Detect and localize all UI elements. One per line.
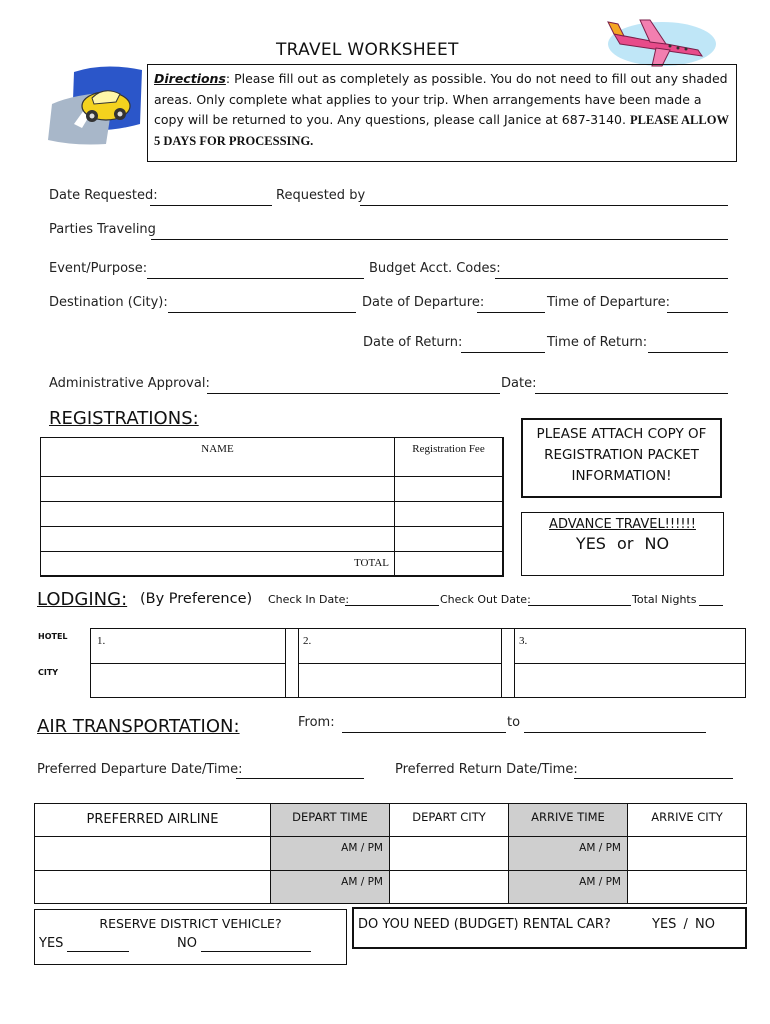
hotel-option-3[interactable]: 3. [514,628,746,664]
registration-name-row-3[interactable] [40,526,395,552]
date-requested-label: Date Requested: [49,188,158,203]
date-requested-field[interactable] [150,205,272,206]
arrive-time-row-1[interactable]: AM / PM [508,836,628,871]
reserve-vehicle-yes-field[interactable] [67,951,129,952]
registration-total-label: TOTAL [354,557,389,569]
depart-time-header: DEPART TIME [270,803,390,837]
airplane-clipart-icon [600,16,718,68]
date-departure-label: Date of Departure: [362,295,485,310]
air-heading: AIR TRANSPORTATION: [37,716,240,737]
advance-travel-box [521,512,724,576]
pref-return-field[interactable] [574,778,733,779]
reserve-vehicle-no-field[interactable] [201,951,311,952]
directions-label: Directions [154,71,226,86]
air-to-field[interactable] [524,732,706,733]
airline-row-2[interactable] [34,870,271,904]
approval-date-field[interactable] [535,393,728,394]
time-departure-field[interactable] [667,312,728,313]
depart-time-row-1[interactable]: AM / PM [270,836,390,871]
check-out-label: Check Out Date: [440,593,531,606]
event-purpose-field[interactable] [147,278,364,279]
total-nights-field[interactable] [699,605,723,606]
requested-by-label: Requested by [276,188,366,203]
pref-depart-label: Preferred Departure Date/Time: [37,762,243,777]
budget-codes-field[interactable] [495,278,728,279]
date-departure-field[interactable] [477,312,545,313]
car-clipart-icon [44,64,148,146]
registration-fee-row-2[interactable] [394,501,503,527]
arrive-city-header: ARRIVE CITY [627,803,747,837]
date-return-field[interactable] [461,352,545,353]
registration-fee-row-1[interactable] [394,476,503,502]
hotel-option-2[interactable]: 2. [298,628,502,664]
registration-name-row-2[interactable] [40,501,395,527]
time-return-field[interactable] [648,352,728,353]
air-from-label: From: [298,715,335,730]
reserve-vehicle-no-label: NO [177,936,197,951]
city-option-1[interactable] [90,663,286,698]
advance-travel-yes-no[interactable]: YES or NO [575,534,670,553]
pref-depart-field[interactable] [236,778,364,779]
airline-table [34,803,747,904]
rental-car-box [352,907,747,949]
check-in-field[interactable] [345,605,439,606]
hotel-option-1[interactable]: 1. [90,628,286,664]
destination-field[interactable] [168,312,356,313]
check-in-label: Check In Date: [268,593,350,606]
admin-approval-field[interactable] [207,393,500,394]
advance-travel-label: ADVANCE TRAVEL!!!!!! [549,517,696,532]
page-title: TRAVEL WORKSHEET [276,40,459,60]
date-return-label: Date of Return: [363,335,463,350]
approval-date-label: Date: [501,376,537,391]
reserve-vehicle-label: RESERVE DISTRICT VEHICLE? [99,916,282,931]
time-departure-label: Time of Departure: [547,295,670,310]
admin-approval-label: Administrative Approval: [49,376,210,391]
lodging-table [90,628,746,698]
destination-label: Destination (City): [49,295,168,310]
city-option-3[interactable] [514,663,746,698]
lodging-preference: (By Preference) [140,591,253,607]
depart-city-row-1[interactable] [389,836,509,871]
depart-city-header: DEPART CITY [389,803,509,837]
reserve-vehicle-yes-label: YES [39,936,64,951]
lodging-heading: LODGING: [37,589,128,610]
arrive-time-row-2[interactable]: AM / PM [508,870,628,904]
air-from-field[interactable] [342,732,506,733]
directions-text: : Please fill out as completely as possible. You do not need to fill out any shaded areas. Only complete what applies to your trip. When arrangements have been made a copy will be returned to you. Any questions, please call Janice at 687-3140. [154,71,728,127]
check-out-field[interactable] [528,605,631,606]
hotel-label: HOTEL [38,632,68,641]
reserve-vehicle-box [34,909,347,965]
pref-return-label: Preferred Return Date/Time: [395,762,578,777]
registration-total-label-cell [40,551,395,576]
budget-codes-label: Budget Acct. Codes: [369,261,501,276]
registrations-fee-header: Registration Fee [394,437,503,477]
directions-box [147,64,737,162]
arrive-time-header: ARRIVE TIME [508,803,628,837]
depart-city-row-2[interactable] [389,870,509,904]
arrive-city-row-1[interactable] [627,836,747,871]
registrations-heading: REGISTRATIONS: [49,408,199,429]
event-purpose-label: Event/Purpose: [49,261,148,276]
total-nights-label: Total Nights [632,593,697,606]
air-to-label: to [507,715,521,730]
rental-car-label: DO YOU NEED (BUDGET) RENTAL CAR? [358,917,611,932]
registrations-table [40,437,504,577]
city-option-2[interactable] [298,663,502,698]
arrive-city-row-2[interactable] [627,870,747,904]
airline-row-1[interactable] [34,836,271,871]
directions-processing-note: PLEASE ALLOW 5 DAYS FOR PROCESSING. [154,113,729,148]
attach-registration-note: PLEASE ATTACH COPY OF REGISTRATION PACKET INFORMATION! [521,418,722,498]
rental-car-yes-no[interactable]: YES / NO [652,917,716,932]
depart-time-row-2[interactable]: AM / PM [270,870,390,904]
registration-name-row-1[interactable] [40,476,395,502]
registration-fee-row-3[interactable] [394,526,503,552]
parties-traveling-field[interactable] [151,239,728,240]
parties-traveling-label: Parties Traveling [49,222,156,237]
airline-header: PREFERRED AIRLINE [34,803,271,837]
registrations-name-header: NAME [40,437,395,477]
lodging-divider-1 [285,628,299,698]
requested-by-field[interactable] [360,205,728,206]
time-return-label: Time of Return: [547,335,648,350]
registration-total-value[interactable] [394,551,503,576]
city-label: CITY [38,668,59,677]
lodging-divider-2 [501,628,515,698]
